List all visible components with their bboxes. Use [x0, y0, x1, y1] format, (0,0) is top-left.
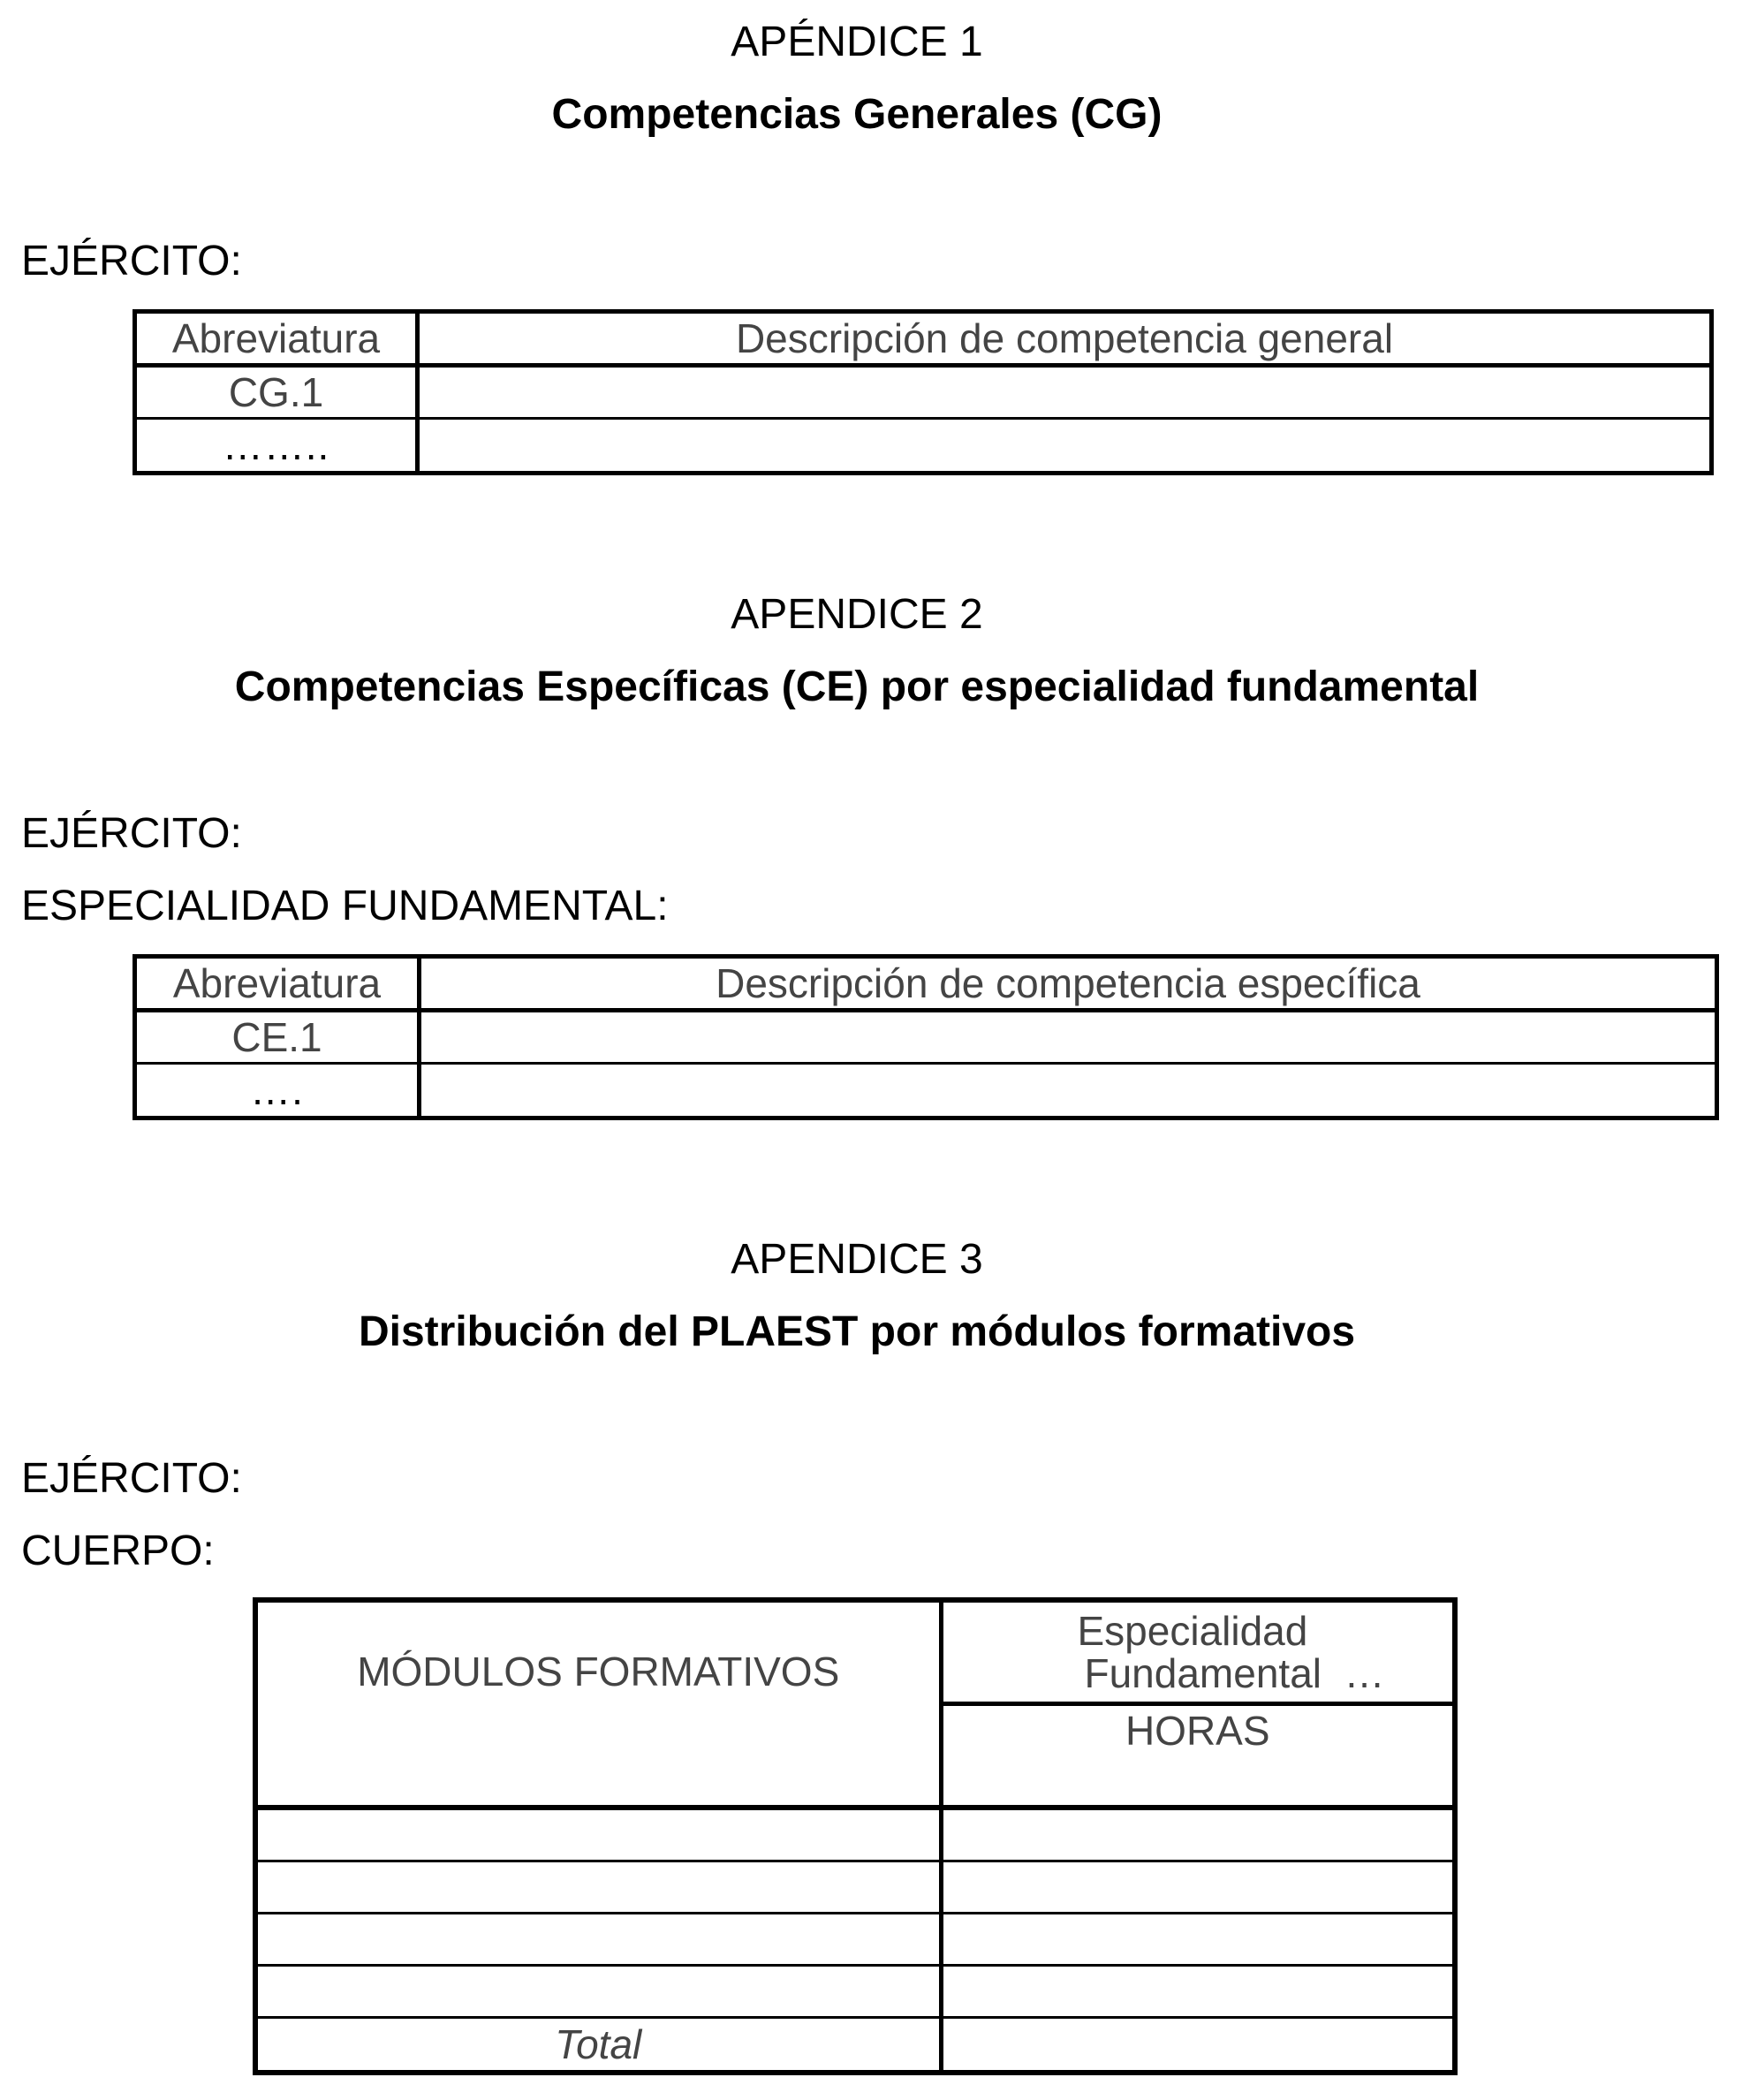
- total-value[interactable]: [941, 2018, 1455, 2073]
- cell-horas[interactable]: [941, 1966, 1455, 2018]
- table-row: [135, 419, 1712, 474]
- appendix-3-title: APENDICE 3: [731, 1236, 983, 1283]
- table-header-row: [135, 957, 1717, 1011]
- appendix-2-subtitle: Competencias Específicas (CE) por especialidad fundamental: [234, 663, 1480, 710]
- header-descripcion: Descripción de competencia general: [418, 312, 1712, 366]
- table-row: [255, 1914, 1455, 1966]
- header-modulos-formativos: MÓDULOS FORMATIVOS: [255, 1600, 941, 1808]
- competencias-especificas-table: [133, 954, 1719, 1120]
- cell-abreviatura[interactable]: CE.1: [135, 1011, 420, 1064]
- cell-descripcion[interactable]: [420, 1011, 1717, 1064]
- cell-horas[interactable]: [941, 1914, 1455, 1966]
- cell-horas[interactable]: [941, 1861, 1455, 1914]
- modulos-formativos-table: [253, 1597, 1458, 2075]
- table-header-row: [135, 312, 1712, 366]
- appendix-2-ejercito-label: EJÉRCITO:: [21, 810, 242, 857]
- cell-descripcion[interactable]: [418, 366, 1712, 419]
- header-abreviatura: Abreviatura: [135, 957, 420, 1011]
- header-especialidad-line2: Fundamental …: [1084, 1650, 1385, 1696]
- table-row: [135, 366, 1712, 419]
- table-row: [135, 1011, 1717, 1064]
- cell-abreviatura[interactable]: ….: [135, 1064, 420, 1118]
- appendix-1-ejercito-label: EJÉRCITO:: [21, 238, 242, 284]
- cell-modulo[interactable]: [255, 1914, 941, 1966]
- cell-modulo[interactable]: [255, 1808, 941, 1861]
- cell-horas[interactable]: [941, 1808, 1455, 1861]
- appendix-1-subtitle: Competencias Generales (CG): [551, 91, 1163, 138]
- cell-abreviatura[interactable]: CG.1: [135, 366, 418, 419]
- table-row: [255, 1808, 1455, 1861]
- table-header-row: [255, 1600, 1455, 1704]
- appendix-3-ejercito-label: EJÉRCITO:: [21, 1455, 242, 1502]
- header-abreviatura: Abreviatura: [135, 312, 418, 366]
- appendix-3-cuerpo-label: CUERPO:: [21, 1528, 215, 1574]
- appendix-3-subtitle: Distribución del PLAEST por módulos formativos: [358, 1308, 1356, 1355]
- cell-abreviatura[interactable]: ……..: [135, 419, 418, 474]
- total-label: Total: [255, 2018, 941, 2073]
- table-row: [135, 1064, 1717, 1118]
- appendix-2-especialidad-label: ESPECIALIDAD FUNDAMENTAL:: [21, 883, 669, 929]
- header-especialidad-line1: Especialidad: [1077, 1608, 1308, 1654]
- appendix-2-title: APENDICE 2: [731, 591, 983, 638]
- competencias-generales-table: [133, 309, 1714, 475]
- header-horas: HORAS: [941, 1704, 1455, 1808]
- header-descripcion: Descripción de competencia específica: [420, 957, 1717, 1011]
- cell-modulo[interactable]: [255, 1966, 941, 2018]
- table-total-row: [255, 2018, 1455, 2073]
- appendix-1-title: APÉNDICE 1: [731, 19, 983, 65]
- cell-descripcion[interactable]: [418, 419, 1712, 474]
- table-row: [255, 1966, 1455, 2018]
- cell-descripcion[interactable]: [420, 1064, 1717, 1118]
- header-especialidad-fundamental: [941, 1600, 1455, 1704]
- table-row: [255, 1861, 1455, 1914]
- cell-modulo[interactable]: [255, 1861, 941, 1914]
